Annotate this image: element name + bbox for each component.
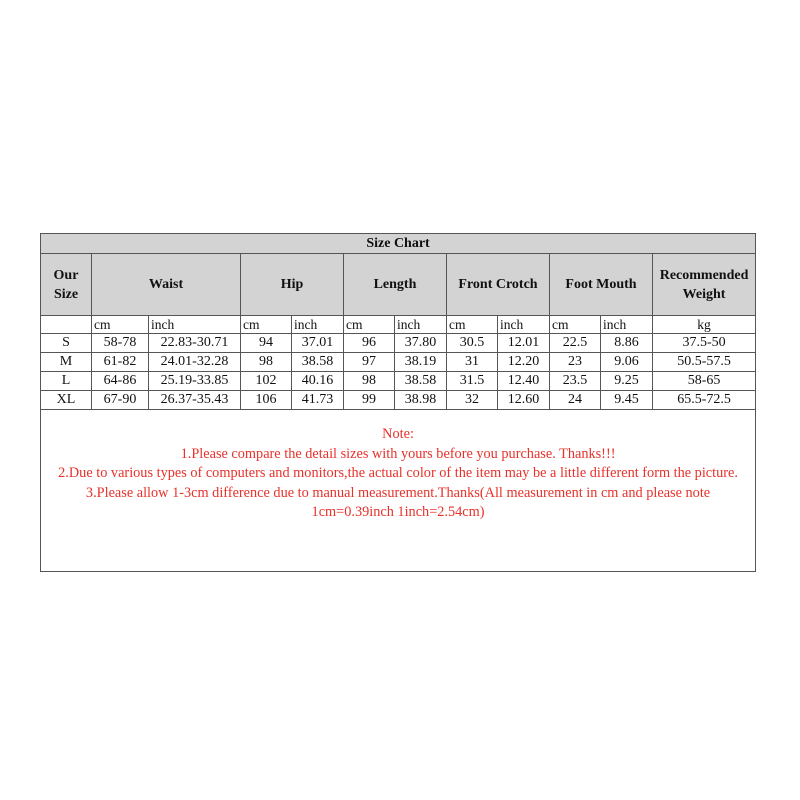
weight-kg-cell: 37.5-50 [653, 334, 756, 353]
hip-inch-cell: 40.16 [292, 372, 344, 391]
size-cell: XL [41, 391, 92, 410]
unit-length-inch: inch [395, 316, 447, 334]
table-row [41, 391, 756, 410]
length-cm-cell: 96 [344, 334, 395, 353]
hip-cm-cell: 94 [241, 334, 292, 353]
waist-inch-cell: 25.19-33.85 [149, 372, 241, 391]
note-heading: Note: [382, 426, 414, 442]
unit-cell-empty [41, 316, 92, 334]
crotch-inch-cell: 12.60 [498, 391, 550, 410]
hip-cm-cell: 102 [241, 372, 292, 391]
hip-cm-cell: 106 [241, 391, 292, 410]
crotch-cm-cell: 31.5 [447, 372, 498, 391]
foot-inch-cell: 9.45 [601, 391, 653, 410]
foot-cm-cell: 24 [550, 391, 601, 410]
unit-length-cm: cm [344, 316, 395, 334]
unit-hip-inch: inch [292, 316, 344, 334]
length-inch-cell: 37.80 [395, 334, 447, 353]
weight-kg-cell: 58-65 [653, 372, 756, 391]
waist-inch-cell: 24.01-32.28 [149, 353, 241, 372]
foot-cm-cell: 23 [550, 353, 601, 372]
unit-foot-cm: cm [550, 316, 601, 334]
waist-cm-cell: 61-82 [92, 353, 149, 372]
crotch-cm-cell: 30.5 [447, 334, 498, 353]
header-foot-mouth: Foot Mouth [550, 254, 653, 316]
crotch-cm-cell: 32 [447, 391, 498, 410]
header-front-crotch: Front Crotch [447, 254, 550, 316]
weight-kg-cell: 50.5-57.5 [653, 353, 756, 372]
length-inch-cell: 38.19 [395, 353, 447, 372]
length-cm-cell: 98 [344, 372, 395, 391]
header-hip: Hip [241, 254, 344, 316]
waist-cm-cell: 67-90 [92, 391, 149, 410]
waist-cm-cell: 58-78 [92, 334, 149, 353]
header-recommended-weight: Recommended Weight [653, 254, 756, 316]
crotch-inch-cell: 12.20 [498, 353, 550, 372]
crotch-inch-cell: 12.40 [498, 372, 550, 391]
table-row [41, 372, 756, 391]
note-line-3: 3.Please allow 1-3cm difference due to manual measurement.Thanks(All measurement in cm and please note 1cm=0.39inch 1inch=2.54cm) [85, 484, 711, 520]
waist-cm-cell: 64-86 [92, 372, 149, 391]
unit-waist-cm: cm [92, 316, 149, 334]
length-cm-cell: 99 [344, 391, 395, 410]
unit-hip-cm: cm [241, 316, 292, 334]
header-waist: Waist [92, 254, 241, 316]
weight-kg-cell: 65.5-72.5 [653, 391, 756, 410]
header-length: Length [344, 254, 447, 316]
foot-cm-cell: 22.5 [550, 334, 601, 353]
length-cm-cell: 97 [344, 353, 395, 372]
foot-inch-cell: 9.25 [601, 372, 653, 391]
unit-crotch-inch: inch [498, 316, 550, 334]
table-row [41, 353, 756, 372]
foot-inch-cell: 8.86 [601, 334, 653, 353]
note-line-1: 1.Please compare the detail sizes with yours before you purchase. Thanks!!! [180, 445, 616, 462]
hip-inch-cell: 41.73 [292, 391, 344, 410]
size-chart-table [40, 233, 756, 572]
hip-inch-cell: 37.01 [292, 334, 344, 353]
unit-waist-inch: inch [149, 316, 241, 334]
length-inch-cell: 38.98 [395, 391, 447, 410]
size-cell: L [41, 372, 92, 391]
unit-weight-kg: kg [653, 316, 756, 334]
size-chart-title: Size Chart [41, 234, 756, 254]
waist-inch-cell: 26.37-35.43 [149, 391, 241, 410]
crotch-cm-cell: 31 [447, 353, 498, 372]
foot-cm-cell: 23.5 [550, 372, 601, 391]
crotch-inch-cell: 12.01 [498, 334, 550, 353]
length-inch-cell: 38.58 [395, 372, 447, 391]
foot-inch-cell: 9.06 [601, 353, 653, 372]
size-cell: S [41, 334, 92, 353]
notes-section [41, 410, 756, 572]
hip-cm-cell: 98 [241, 353, 292, 372]
size-cell: M [41, 353, 92, 372]
note-line-2: 2.Due to various types of computers and monitors,the actual color of the item may be a little different form the picture. [58, 465, 738, 481]
unit-crotch-cm: cm [447, 316, 498, 334]
waist-inch-cell: 22.83-30.71 [149, 334, 241, 353]
hip-inch-cell: 38.58 [292, 353, 344, 372]
header-our-size: Our Size [41, 254, 92, 316]
table-row [41, 334, 756, 353]
unit-foot-inch: inch [601, 316, 653, 334]
